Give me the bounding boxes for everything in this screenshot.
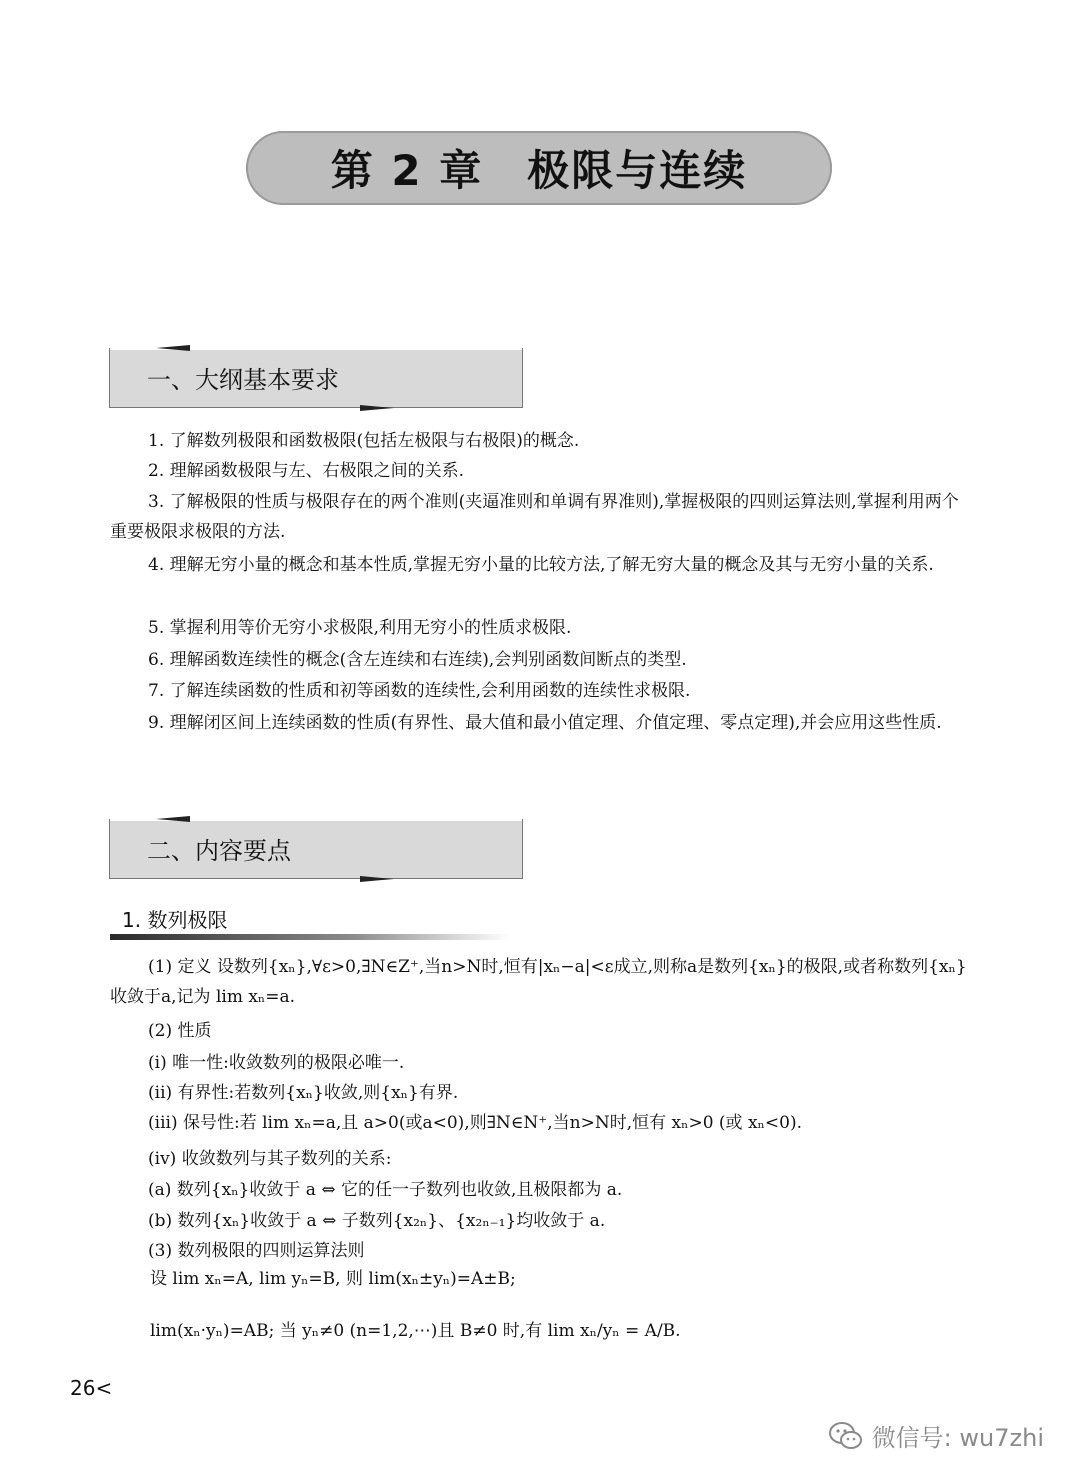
section-heading-syllabus: [109, 348, 523, 408]
section-title: 一、大纲基本要求: [147, 366, 339, 394]
subsection-heading: [110, 902, 510, 940]
section-heading-content: [109, 819, 523, 879]
arrow-right-icon: [360, 876, 394, 882]
content-line: (b) 数列{xₙ}收敛于 a ⇔ 子数列{x₂ₙ}、{x₂ₙ₋₁}均收敛于 a.: [148, 1211, 606, 1231]
content-line: lim(xₙ·yₙ)=AB; 当 yₙ≠0 (n=1,2,⋯)且 B≠0 时,有 lim xₙ/yₙ = A/B.: [150, 1321, 681, 1341]
content-line: (i) 唯一性:收敛数列的极限必唯一.: [148, 1053, 405, 1073]
section-title: 二、内容要点: [147, 837, 291, 865]
chapter-banner: [246, 131, 832, 205]
content-line: (2) 性质: [148, 1021, 212, 1041]
content-line: (1) 定义 设数列{xₙ},∀ε>0,∃N∈Z⁺,当n>N时,恒有|xₙ−a|<ε成立,则称a是数列{xₙ}的极限,或者称数列{xₙ}收敛于a,记为 lim xₙ=a.: [110, 957, 967, 1007]
content-line: (a) 数列{xₙ}收敛于 a ⇔ 它的任一子数列也收敛,且极限都为 a.: [148, 1180, 623, 1200]
content-line: (ii) 有界性:若数列{xₙ}收敛,则{xₙ}有界.: [148, 1083, 459, 1103]
arrow-right-icon: [360, 405, 394, 411]
syllabus-item: 4. 理解无穷小量的概念和基本性质,掌握无穷小量的比较方法,了解无穷大量的概念及其与无穷小量的关系.: [148, 555, 934, 575]
syllabus-item: 2. 理解函数极限与左、右极限之间的关系.: [148, 461, 465, 481]
syllabus-item: 1. 了解数列极限和函数极限(包括左极限与右极限)的概念.: [148, 431, 580, 451]
chapter-title: 极限与连续: [527, 146, 748, 195]
syllabus-item: 7. 了解连续函数的性质和初等函数的连续性,会利用函数的连续性求极限.: [148, 681, 691, 701]
wechat-icon: [828, 1421, 864, 1451]
syllabus-item: 6. 理解函数连续性的概念(含左连续和右连续),会判别函数间断点的类型.: [148, 650, 687, 670]
syllabus-item: 9. 理解闭区间上连续函数的性质(有界性、最大值和最小值定理、介值定理、零点定理),并会应用这些性质.: [148, 713, 942, 733]
watermark-text: 微信号: wu7zhi: [871, 1424, 1044, 1452]
watermark: [828, 1418, 1044, 1453]
subsection-title: 1. 数列极限: [122, 908, 228, 932]
content-line: (iv) 收敛数列与其子数列的关系:: [148, 1149, 392, 1169]
content-line: (3) 数列极限的四则运算法则: [148, 1241, 365, 1261]
content-line: 设 lim xₙ=A, lim yₙ=B, 则 lim(xₙ±yₙ)=A±B;: [150, 1269, 516, 1289]
arrow-left-icon: [156, 345, 190, 351]
chapter-number: 第 2 章: [330, 146, 484, 195]
content-line: (iii) 保号性:若 lim xₙ=a,且 a>0(或a<0),则∃N∈N⁺,当n>N时,恒有 xₙ>0 (或 xₙ<0).: [148, 1113, 802, 1133]
arrow-left-icon: [156, 816, 190, 822]
page-number: 26<: [70, 1376, 113, 1400]
syllabus-item: 3. 了解极限的性质与极限存在的两个准则(夹逼准则和单调有界准则),掌握极限的四则运算法则,掌握利用两个重要极限求极限的方法.: [110, 492, 959, 542]
syllabus-item: 5. 掌握利用等价无穷小求极限,利用无穷小的性质求极限.: [148, 618, 572, 638]
